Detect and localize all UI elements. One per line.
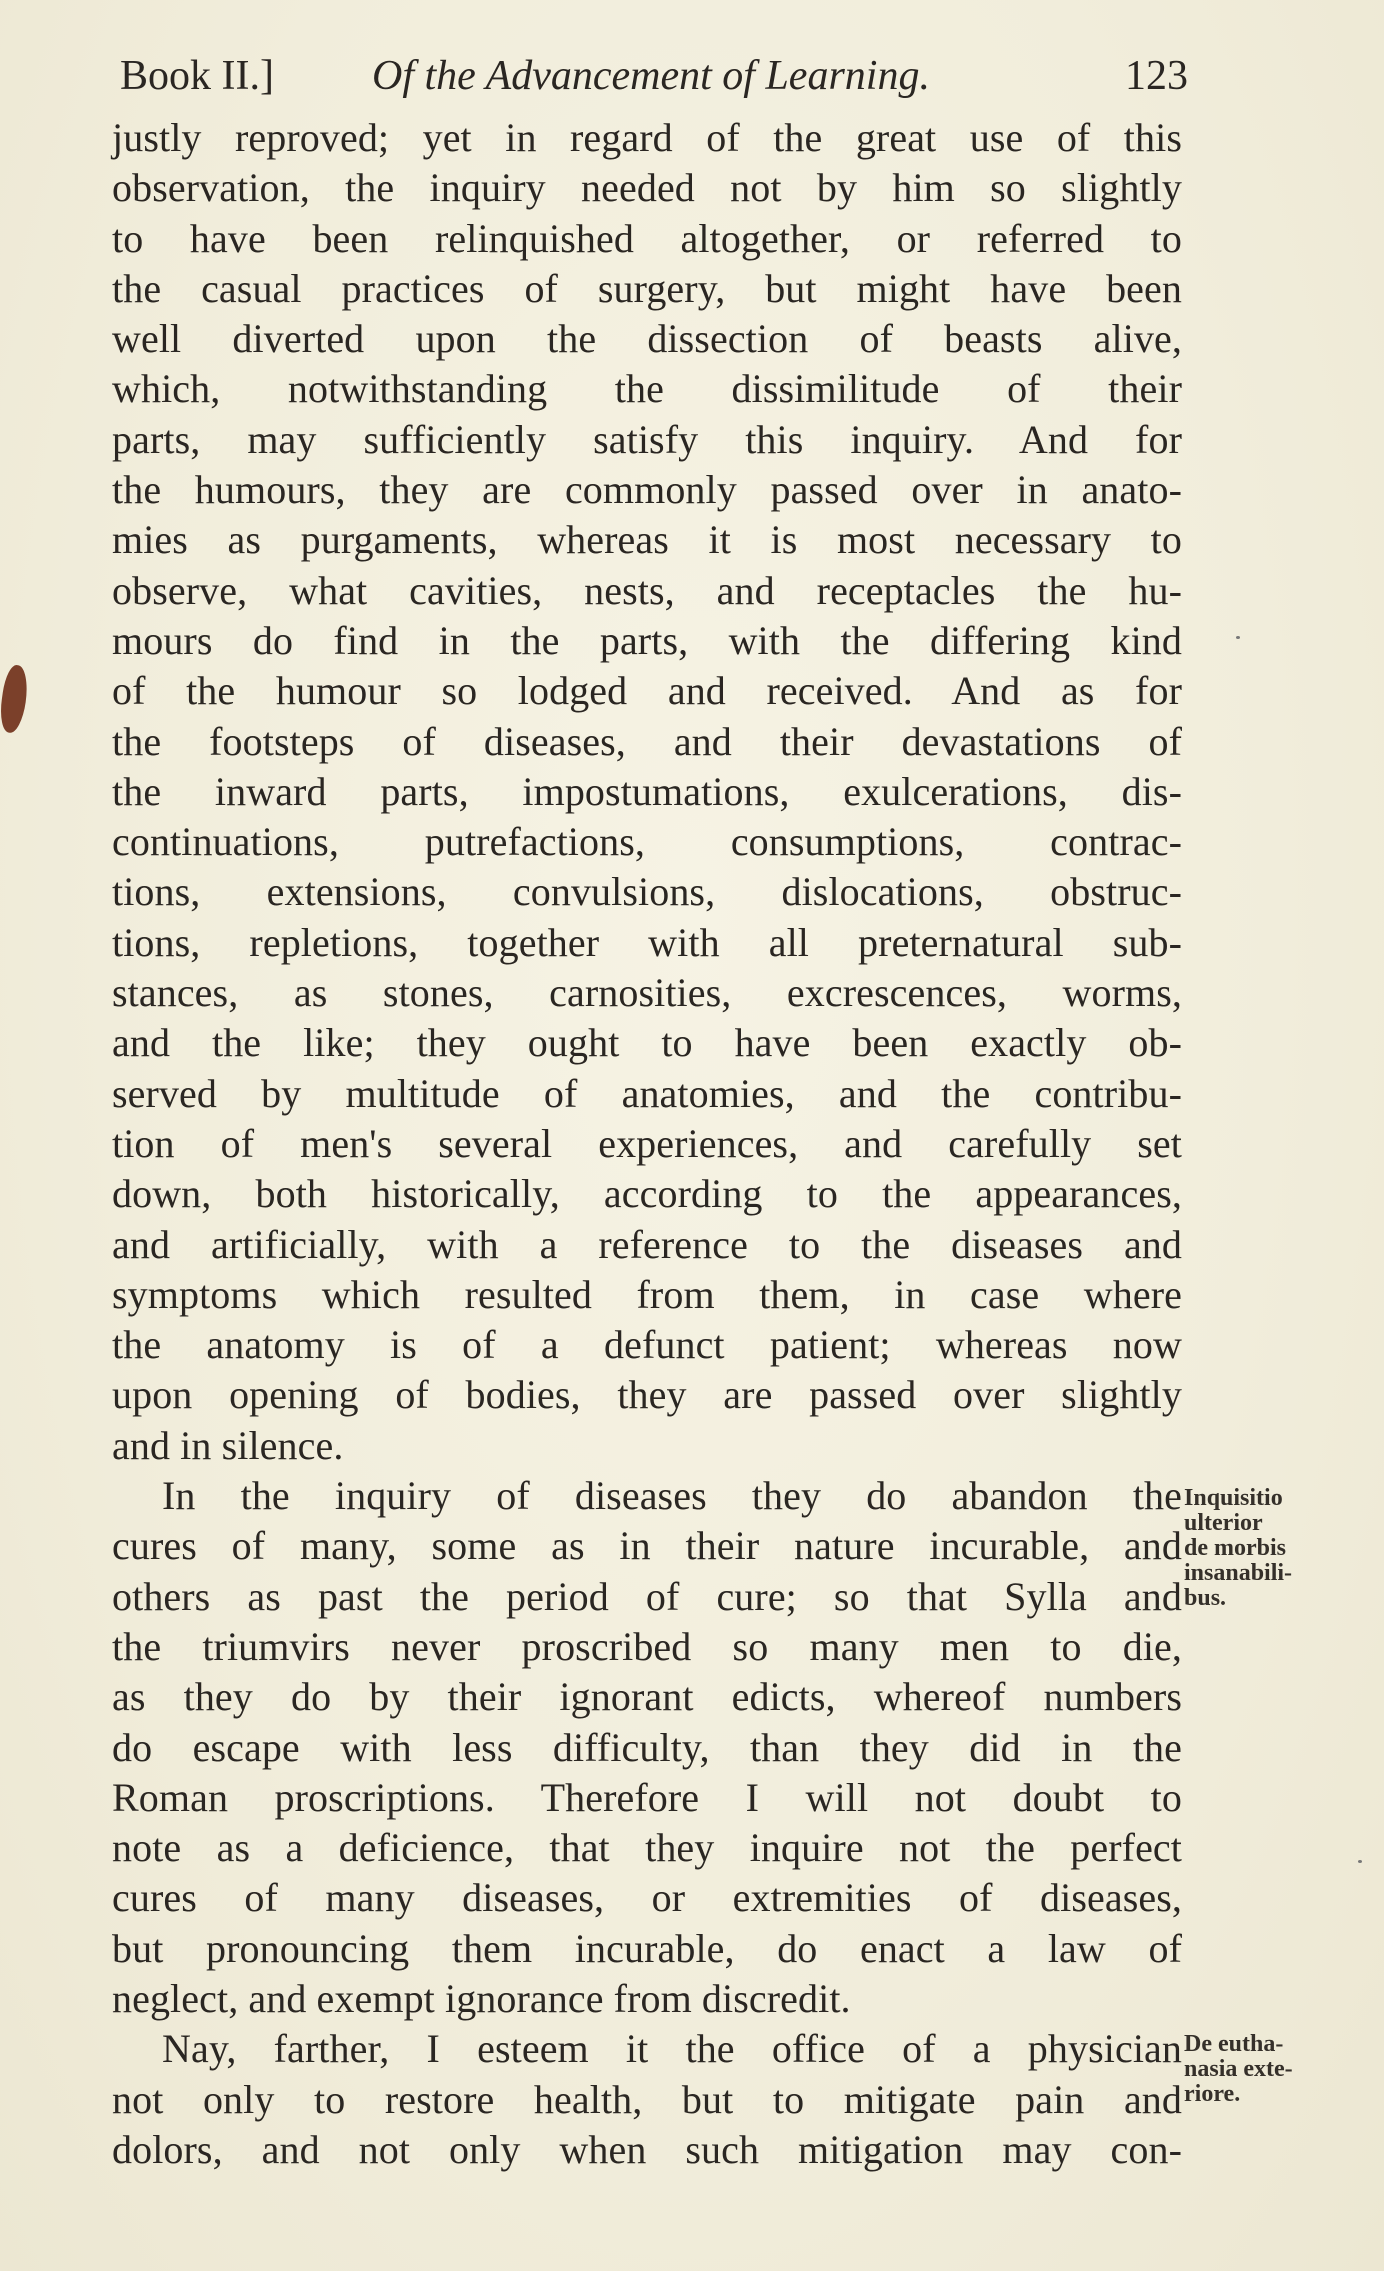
text-line: note as a deficience, that they inquire not the perfect [112,1825,1182,1871]
text-line: Roman proscriptions. Therefore I will not doubt to [112,1774,1182,1820]
text-line: tion of men's several experiences, and carefully set [112,1120,1182,1166]
text-line: well diverted upon the dissection of beasts alive, [112,316,1182,362]
paper-speck [1236,636,1240,639]
text-line: upon opening of bodies, they are passed over slightly [112,1372,1182,1418]
text-line: served by multitude of anatomies, and the contribu- [112,1070,1182,1116]
text-line: but pronouncing them incurable, do enact a law of [112,1925,1182,1971]
text-line: down, both historically, according to the appearances, [112,1171,1182,1217]
text-line: the footsteps of diseases, and their devastations of [112,718,1182,764]
text-line: cures of many, some as in their nature incurable, and [112,1523,1182,1569]
paper-speck [1358,1860,1362,1863]
text-line: as they do by their ignorant edicts, whereof numbers [112,1674,1182,1720]
text-line: parts, may sufficiently satisfy this inquiry. And for [112,416,1182,462]
text-line: dolors, and not only when such mitigation may con- [112,2126,1182,2172]
text-line: symptoms which resulted from them, in case where [112,1271,1182,1317]
text-line: continuations, putrefactions, consumptions, contrac- [112,819,1182,865]
text-line: justly reproved; yet in regard of the great use of this [112,115,1182,160]
margin-note-incurable-diseases [1184,1486,1292,1611]
text-line: do escape with less difficulty, than they did in the [112,1724,1182,1770]
text-line: observation, the inquiry needed not by him so slightly [112,165,1182,211]
text-line: observe, what cavities, nests, and receptacles the hu- [112,567,1182,613]
text-line: and artificially, with a reference to the diseases and [112,1221,1182,1267]
margin-note-line: nasia exte- [1184,2056,1293,2082]
body-text [112,113,1182,2175]
text-line: the triumvirs never proscribed so many men to die, [112,1623,1182,1669]
text-line: tions, repletions, together with all preternatural sub- [112,919,1182,965]
margin-note-euthanasia [1184,2032,1293,2107]
text-line: the casual practices of surgery, but might have been [112,265,1182,311]
text-line: which, notwithstanding the dissimilitude of their [112,366,1182,412]
text-line: neglect, and exempt ignorance from discredit. [112,1975,851,2021]
margin-note-line: bus. [1184,1585,1227,1611]
text-line: not only to restore health, but to mitigate pain and [112,2076,1182,2122]
text-line: others as past the period of cure; so that Sylla and [112,1573,1182,1619]
margin-note-line: Inquisitio [1184,1485,1283,1511]
running-head [112,48,1188,104]
text-line: cures of many diseases, or extremities of diseases, [112,1875,1182,1921]
text-line: the inward parts, impostumations, exulcerations, dis- [112,768,1182,814]
text-line: the anatomy is of a defunct patient; whereas now [112,1322,1182,1368]
running-title: Of the Advancement of Learning. [372,53,930,99]
text-line: Nay, farther, I esteem it the office of a physician [162,2026,1182,2072]
margin-note-line: insanabili- [1184,1560,1293,1586]
text-line: and the like; they ought to have been exactly ob- [112,1020,1182,1066]
margin-note-line: riore. [1184,2081,1241,2107]
margin-note-line: De eutha- [1184,2031,1284,2057]
text-line: In the inquiry of diseases they do abandon the [162,1473,1182,1519]
text-line: and in silence. [112,1422,344,1468]
text-line: mies as purgaments, whereas it is most necessary to [112,517,1182,563]
text-line: the humours, they are commonly passed over in anato- [112,467,1182,513]
text-line: stances, as stones, carnosities, excrescences, worms, [112,970,1182,1016]
book-label: Book II.] [120,53,274,99]
text-line: tions, extensions, convulsions, dislocations, obstruc- [112,869,1182,915]
margin-note-line: ulterior [1184,1510,1263,1536]
page-number: 123 [1125,53,1188,99]
text-line: of the humour so lodged and received. And as for [112,668,1182,714]
text-line: mours do find in the parts, with the differing kind [112,617,1182,663]
text-line: to have been relinquished altogether, or referred to [112,215,1182,261]
margin-note-line: de morbis [1184,1535,1286,1561]
